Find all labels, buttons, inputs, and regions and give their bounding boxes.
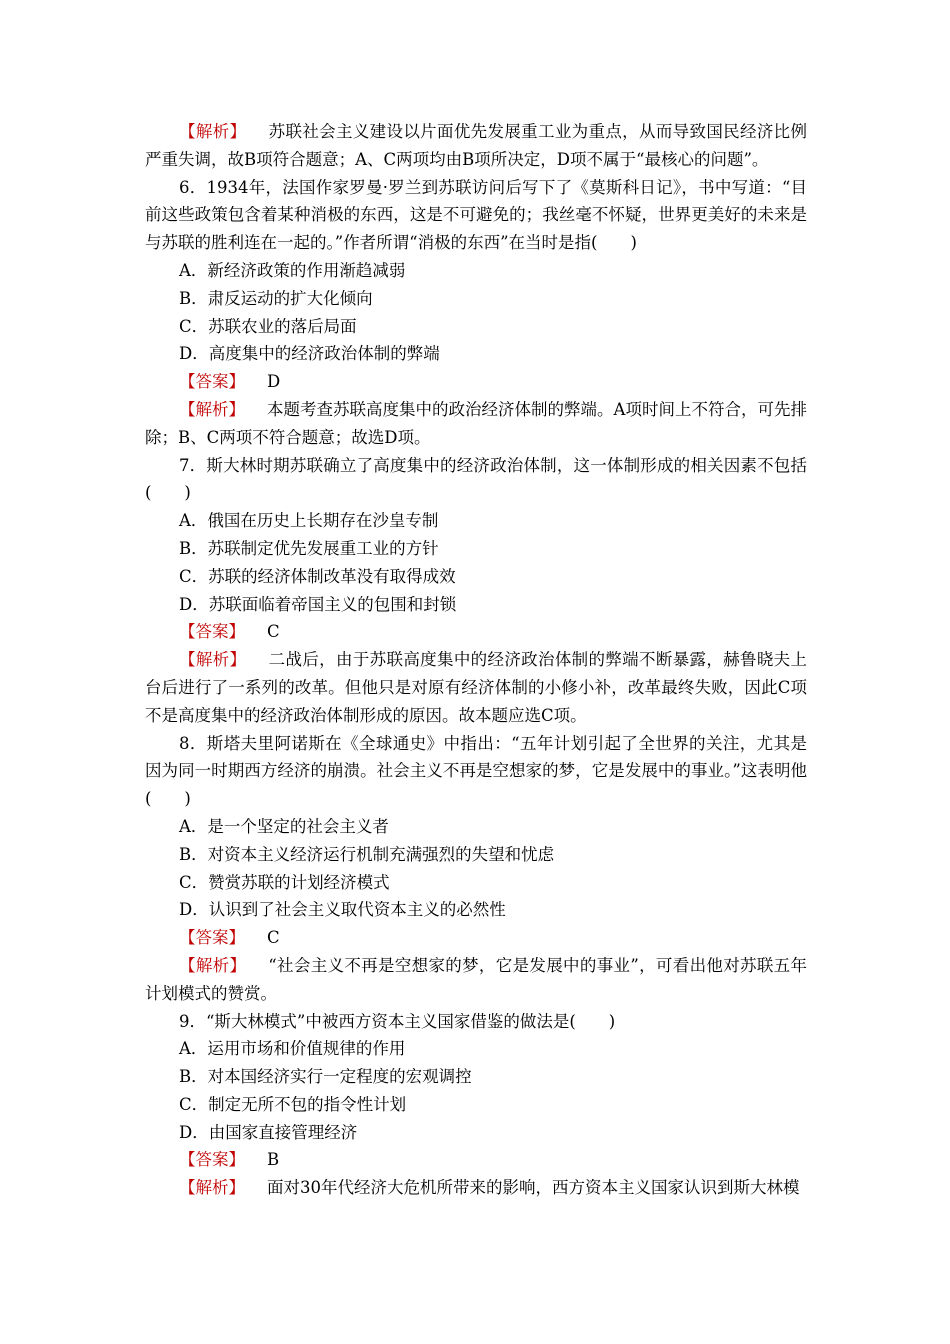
analysis-tag: 【解析】 (179, 399, 246, 419)
analysis-paragraph (145, 118, 807, 174)
option-7c: C．苏联的经济体制改革没有取得成效 (179, 566, 456, 586)
document-page (145, 118, 807, 1202)
analysis-text: 二战后，由于苏联高度集中的经济政治体制的弊端不断暴露，赫鲁晓夫上台后进行了一系列的改革。但他只是对原有经济体制的小修小补，改革最终失败，因此C项不是高度集中的经济政治体制形成的原因。故本题应选C项。 (145, 650, 808, 725)
option-7b: B．苏联制定优先发展重工业的方针 (179, 538, 439, 558)
analysis-8 (145, 952, 807, 1008)
question-6: 6．1934年，法国作家罗曼·罗兰到苏联访问后写下了《莫斯科日记》，书中写道：“目前这些政策包含着某种消极的东西，这是不可避免的；我丝毫不怀疑，世界更美好的未来是与苏联的胜利连在一起的。”作者所谓“消极的东西”在当时是指( ) (145, 177, 807, 253)
option-8d: D．认识到了社会主义取代资本主义的必然性 (179, 900, 506, 920)
option-7a: A．俄国在历史上长期存在沙皇专制 (179, 511, 439, 531)
analysis-text: “社会主义不再是空想家的梦，它是发展中的事业”，可看出他对苏联五年计划模式的赞赏。 (145, 955, 808, 1003)
answer-6 (145, 368, 807, 396)
option-9a: A．运用市场和价值规律的作用 (179, 1039, 406, 1059)
option-6a: A．新经济政策的作用渐趋减弱 (179, 260, 406, 280)
option-8c: C．赞赏苏联的计划经济模式 (179, 872, 390, 892)
option-9c: C．制定无所不包的指令性计划 (179, 1094, 407, 1114)
option-6b: B．肃反运动的扩大化倾向 (179, 288, 373, 308)
analysis-tag: 【解析】 (179, 122, 247, 141)
answer-value: C (267, 928, 280, 948)
analysis-text: 面对30年代经济大危机所带来的影响，西方资本主义国家认识到斯大林模 (267, 1178, 800, 1198)
analysis-tag: 【解析】 (179, 650, 247, 670)
option-7d: D．苏联面临着帝国主义的包围和封锁 (179, 594, 457, 614)
answer-tag: 【答案】 (179, 1150, 245, 1170)
answer-value: C (267, 622, 280, 642)
answer-7 (145, 618, 807, 646)
analysis-text: 苏联社会主义建设以片面优先发展重工业为重点，从而导致国民经济比例严重失调，故B项符合题意；A、C两项均由B项所决定，D项不属于“最核心的问题”。 (145, 122, 808, 169)
answer-value: B (267, 1150, 280, 1170)
analysis-text: 本题考查苏联高度集中的政治经济体制的弊端。A项时间上不符合，可先排除；B、C两项不符合题意；故选D项。 (145, 399, 808, 447)
analysis-7 (145, 646, 807, 729)
option-9d: D．由国家直接管理经济 (179, 1122, 358, 1142)
answer-tag: 【答案】 (179, 622, 245, 642)
question-7: 7．斯大林时期苏联确立了高度集中的经济政治体制，这一体制形成的相关因素不包括( ) (145, 455, 807, 503)
option-8b: B．对资本主义经济运行机制充满强烈的失望和忧虑 (179, 844, 555, 864)
analysis-6 (145, 396, 807, 452)
analysis-9 (145, 1174, 807, 1202)
question-8: 8．斯塔夫里阿诺斯在《全球通史》中指出：“五年计划引起了全世界的关注，尤其是因为同一时期西方经济的崩溃。社会主义不再是空想家的梦，它是发展中的事业。”这表明他( ) (145, 733, 807, 809)
option-6c: C．苏联农业的落后局面 (179, 316, 357, 336)
option-8a: A．是一个坚定的社会主义者 (179, 816, 389, 836)
answer-value: D (267, 372, 281, 392)
option-9b: B．对本国经济实行一定程度的宏观调控 (179, 1067, 472, 1087)
option-6d: D．高度集中的经济政治体制的弊端 (179, 344, 440, 364)
answer-9 (145, 1146, 807, 1174)
answer-8 (145, 924, 807, 952)
answer-tag: 【答案】 (179, 928, 245, 948)
analysis-tag: 【解析】 (179, 1178, 245, 1198)
analysis-tag: 【解析】 (179, 955, 247, 975)
question-9: 9．“斯大林模式”中被西方资本主义国家借鉴的做法是( ) (179, 1011, 616, 1031)
answer-tag: 【答案】 (179, 372, 245, 392)
